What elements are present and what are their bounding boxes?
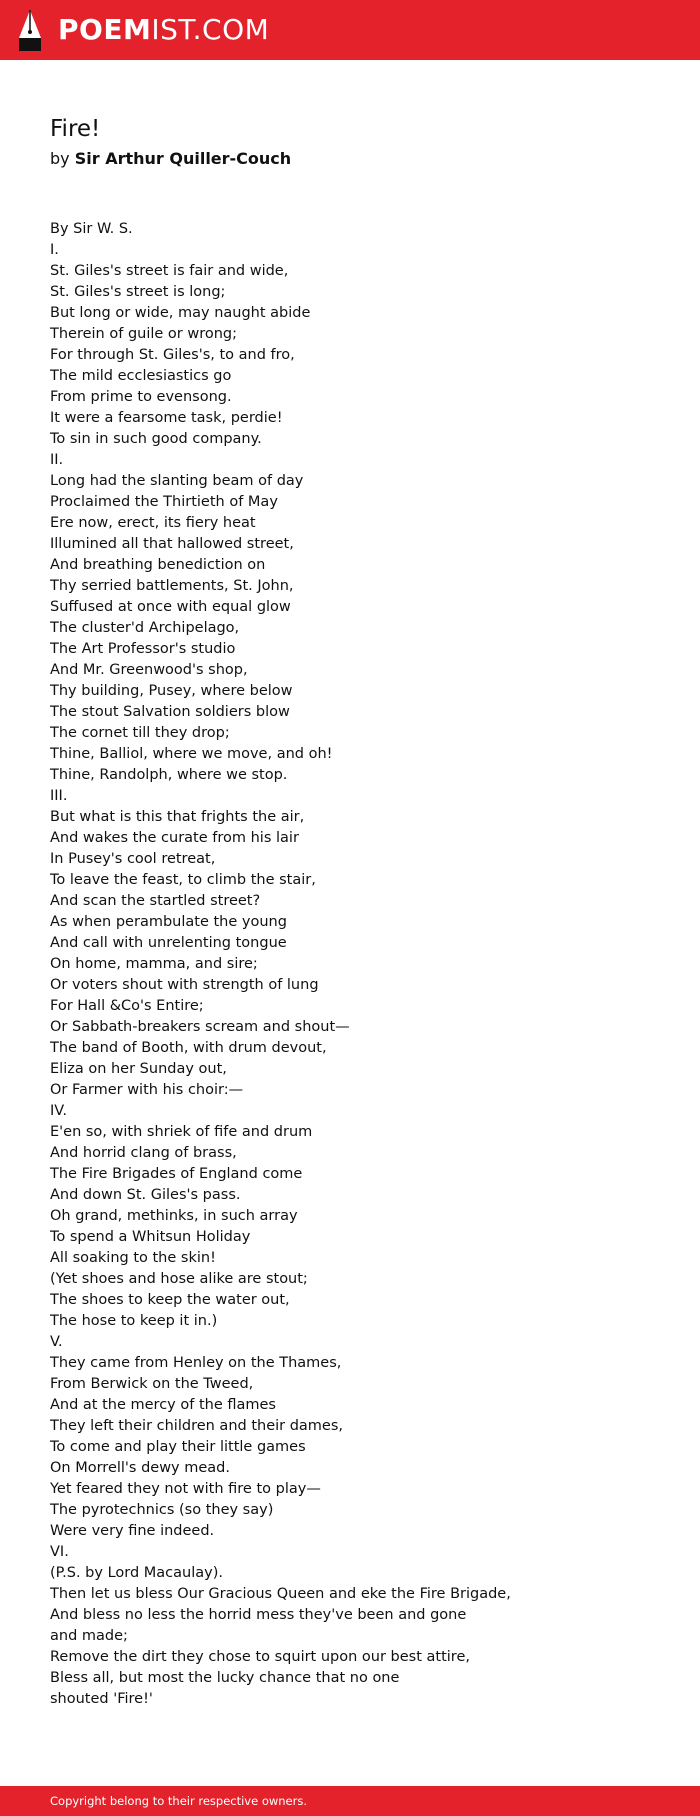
poem-line: and made; [50, 1628, 128, 1644]
poem-line: As when perambulate the young [50, 914, 287, 930]
poem-line: IV. [50, 1103, 67, 1119]
poem-line: V. [50, 1334, 63, 1350]
poem-line: To leave the feast, to climb the stair, [50, 872, 316, 888]
site-wordmark: POEMIST.COM [58, 13, 270, 46]
poem-line: From prime to evensong. [50, 389, 232, 405]
poem-line: For Hall &Co's Entire; [50, 998, 204, 1014]
pen-nib-icon [16, 8, 44, 52]
footer-bar [0, 1786, 700, 1816]
poem-line: Or Sabbath-breakers scream and shout— [50, 1019, 350, 1035]
poem-line: It were a fearsome task, perdie! [50, 410, 283, 426]
poem-line: Or voters shout with strength of lung [50, 977, 319, 993]
byline [50, 147, 291, 171]
poem-line: Therein of guile or wrong; [50, 326, 238, 342]
poem-line: St. Giles's street is long; [50, 284, 226, 300]
poem-line: In Pusey's cool retreat, [50, 851, 216, 867]
poem-line: And at the mercy of the flames [50, 1397, 276, 1413]
poem-line: Thine, Randolph, where we stop. [50, 767, 288, 783]
poem-line: (P.S. by Lord Macaulay). [50, 1565, 223, 1581]
poem-line: Thy building, Pusey, where below [50, 683, 293, 699]
poem-line: The cornet till they drop; [50, 725, 230, 741]
poem-author: Sir Arthur Quiller-Couch [74, 149, 292, 168]
poem-line: (Yet shoes and hose alike are stout; [50, 1271, 308, 1287]
poem-line: And scan the startled street? [50, 893, 261, 909]
poem-line: Ere now, erect, its fiery heat [50, 515, 256, 531]
poem-line: On home, mamma, and sire; [50, 956, 258, 972]
poem-line: The stout Salvation soldiers blow [50, 704, 290, 720]
poem-line: The hose to keep it in.) [50, 1313, 218, 1329]
poem-line: By Sir W. S. [50, 221, 133, 237]
poem-line: On Morrell's dewy mead. [50, 1460, 230, 1476]
poem-line: Were very fine indeed. [50, 1523, 215, 1539]
poem-line: The Art Professor's studio [50, 641, 236, 657]
poem-line: The Fire Brigades of England come [50, 1166, 303, 1182]
poem-line: Then let us bless Our Gracious Queen and eke the Fire Brigade, [50, 1586, 511, 1602]
poem-line: And call with unrelenting tongue [50, 935, 287, 951]
poem-line: Long had the slanting beam of day [50, 473, 304, 489]
copyright-notice: Copyright belong to their respective owners. [50, 1794, 308, 1808]
poem-line: The mild ecclesiastics go [50, 368, 232, 384]
poem-line: To sin in such good company. [50, 431, 262, 447]
poem-line: The cluster'd Archipelago, [50, 620, 240, 636]
poem-line: Thine, Balliol, where we move, and oh! [50, 746, 333, 762]
poem-line: They came from Henley on the Thames, [50, 1355, 342, 1371]
poem-line: Bless all, but most the lucky chance that no one [50, 1670, 400, 1686]
poem-line: Thy serried battlements, St. John, [50, 578, 294, 594]
poem-line: All soaking to the skin! [50, 1250, 216, 1266]
poem-line: E'en so, with shriek of fife and drum [50, 1124, 313, 1140]
poem-line: Illumined all that hallowed street, [50, 536, 294, 552]
poem-line: And down St. Giles's pass. [50, 1187, 241, 1203]
poem-line: Oh grand, methinks, in such array [50, 1208, 298, 1224]
poem-body [50, 219, 650, 1710]
poem-line: II. [50, 452, 64, 468]
poem-line: And horrid clang of brass, [50, 1145, 237, 1161]
by-prefix: by [50, 149, 70, 168]
poem-title: Fire! [50, 116, 101, 142]
site-logo[interactable] [16, 8, 269, 52]
poem-line: VI. [50, 1544, 69, 1560]
poem-line: For through St. Giles's, to and fro, [50, 347, 295, 363]
poem-line: Eliza on her Sunday out, [50, 1061, 227, 1077]
poem-line: The band of Booth, with drum devout, [50, 1040, 327, 1056]
poem-line: And breathing benediction on [50, 557, 266, 573]
poem-line: The shoes to keep the water out, [50, 1292, 290, 1308]
poem-line: Suffused at once with equal glow [50, 599, 291, 615]
poem-line: But long or wide, may naught abide [50, 305, 311, 321]
poem-line: And wakes the curate from his lair [50, 830, 299, 846]
poem-line: And bless no less the horrid mess they've been and gone [50, 1607, 467, 1623]
poem-line: To spend a Whitsun Holiday [50, 1229, 251, 1245]
poem-line: To come and play their little games [50, 1439, 306, 1455]
poem-line: I. [50, 242, 59, 258]
poem-line: III. [50, 788, 68, 804]
poem-line: And Mr. Greenwood's shop, [50, 662, 248, 678]
poem-line: The pyrotechnics (so they say) [50, 1502, 274, 1518]
poem-line: Proclaimed the Thirtieth of May [50, 494, 278, 510]
poem-line: Or Farmer with his choir:— [50, 1082, 244, 1098]
poem-line: St. Giles's street is fair and wide, [50, 263, 289, 279]
poem-line: From Berwick on the Tweed, [50, 1376, 254, 1392]
poem-line: They left their children and their dames, [50, 1418, 344, 1434]
poem-line: Yet feared they not with fire to play— [50, 1481, 321, 1497]
header-bar [0, 0, 700, 60]
poem-line: Remove the dirt they chose to squirt upon our best attire, [50, 1649, 470, 1665]
poem-line: shouted 'Fire!' [50, 1691, 153, 1707]
poem-line: But what is this that frights the air, [50, 809, 305, 825]
